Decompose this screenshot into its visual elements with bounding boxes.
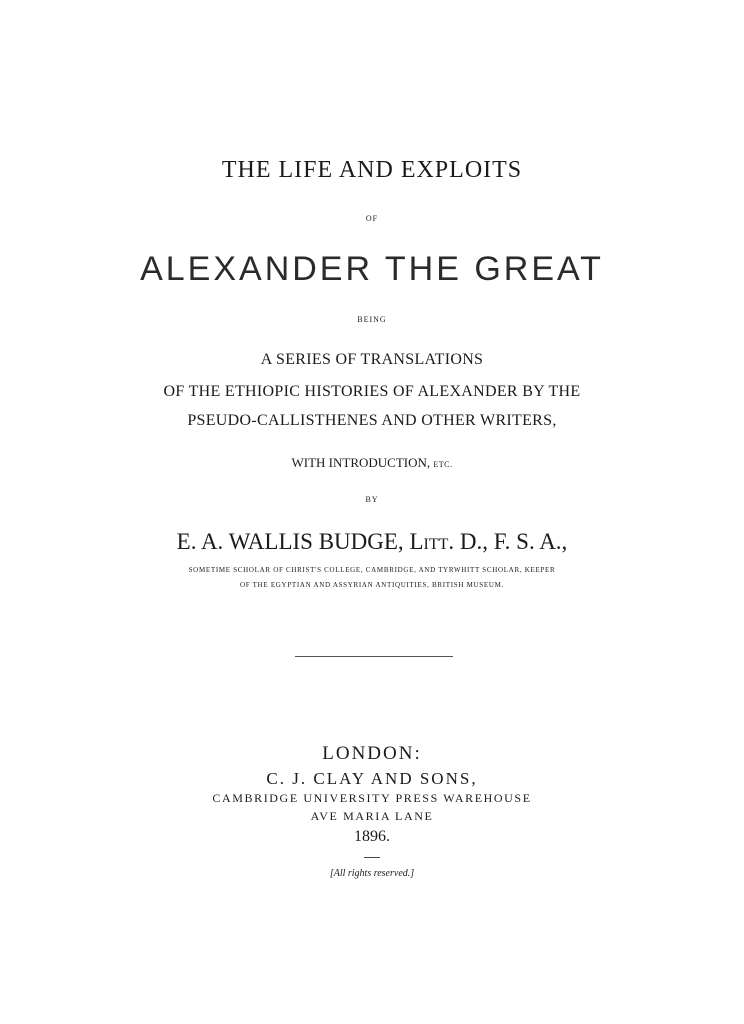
of-connector: OF — [365, 214, 379, 223]
author-degrees: Litt. D., F. S. A., — [409, 529, 568, 554]
introduction-note — [0, 456, 744, 469]
imprint-year: 1896. — [354, 828, 390, 845]
imprint-publisher: C. J. CLAY AND SONS, — [266, 769, 478, 788]
short-divider-rule — [364, 857, 380, 858]
imprint-city: LONDON: — [322, 743, 422, 764]
imprint-warehouse: CAMBRIDGE UNIVERSITY PRESS WAREHOUSE — [212, 791, 532, 805]
divider-rule — [295, 656, 453, 657]
author-description-line-2: OF THE EGYPTIAN AND ASSYRIAN ANTIQUITIES, BRITISH MUSEUM. — [240, 581, 504, 589]
imprint-street: AVE MARIA LANE — [310, 809, 434, 823]
introduction-text: WITH INTRODUCTION, — [291, 455, 431, 470]
being-connector: BEING — [357, 315, 387, 324]
etc-text: ETC. — [433, 460, 453, 469]
author-description-line-1: SOMETIME SCHOLAR OF CHRIST'S COLLEGE, CAMBRIDGE, AND TYRWHITT SCHOLAR, KEEPER — [188, 566, 556, 574]
subtitle-line-3: PSEUDO-CALLISTHENES AND OTHER WRITERS, — [187, 412, 557, 429]
author-name: E. A. WALLIS BUDGE, — [176, 529, 404, 554]
main-title: ALEXANDER THE GREAT — [140, 250, 604, 288]
by-connector: BY — [365, 495, 379, 504]
author-line — [0, 530, 744, 553]
book-title: THE LIFE AND EXPLOITS — [221, 157, 523, 183]
subtitle-line-2: OF THE ETHIOPIC HISTORIES OF ALEXANDER BY THE — [163, 383, 581, 400]
subtitle-line-1: A SERIES OF TRANSLATIONS — [260, 351, 484, 368]
rights-notice: [All rights reserved.] — [329, 868, 415, 879]
